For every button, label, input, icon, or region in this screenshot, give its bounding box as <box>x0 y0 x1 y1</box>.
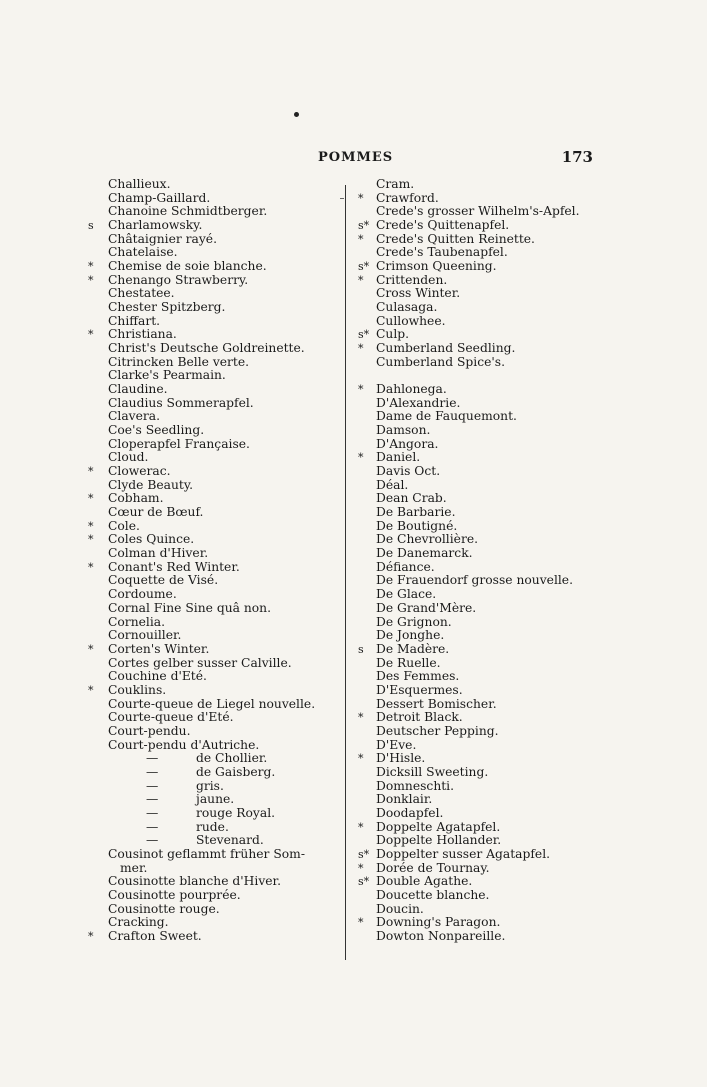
entry-marker: s <box>88 219 94 233</box>
entry-name: Cordoume. <box>108 587 177 602</box>
list-item <box>358 465 608 479</box>
entry-name: Doppelter susser Agatapfel. <box>376 846 551 861</box>
entry-name: Courte-queue d'Eté. <box>108 710 234 725</box>
list-item <box>88 301 338 315</box>
entry-marker: * <box>358 232 364 246</box>
list-item <box>358 342 608 356</box>
list-item <box>88 629 338 643</box>
list-item <box>358 834 608 848</box>
entry-name: Crede's Quitten Reinette. <box>376 231 535 246</box>
list-item <box>88 465 338 479</box>
list-item <box>88 616 338 630</box>
entry-name: D'Alexandrie. <box>376 395 461 410</box>
list-item <box>358 451 608 465</box>
entry-marker: s* <box>358 260 370 274</box>
entry-name: de Chollier. <box>196 751 268 766</box>
list-item <box>358 684 608 698</box>
list-item <box>88 916 338 930</box>
entry-marker: * <box>358 711 364 725</box>
entry-name: Double Agathe. <box>376 874 473 889</box>
list-item <box>358 246 608 260</box>
entry-name: Cram. <box>376 177 415 191</box>
entry-name: De Frauendorf grosse nouvelle. <box>376 573 573 588</box>
entry-name: Défiance. <box>376 559 435 574</box>
list-item <box>358 793 608 807</box>
entry-name: Cross Winter. <box>376 286 461 301</box>
list-item <box>88 875 338 889</box>
list-item <box>358 178 608 192</box>
entry-name: Downing's Paragon. <box>376 915 501 930</box>
entry-name: Dessert Bomischer. <box>376 696 497 711</box>
entry-name: Clowerac. <box>108 464 171 479</box>
list-item <box>88 451 338 465</box>
entry-name: Cœur de Bœuf. <box>108 505 204 520</box>
entry-name: Doodapfel. <box>376 805 444 820</box>
list-item <box>88 479 338 493</box>
entry-name: Donklair. <box>376 792 433 807</box>
entry-marker: * <box>88 519 94 533</box>
entry-marker: s <box>358 642 364 656</box>
entry-marker: * <box>88 273 94 287</box>
entry-name: de Gaisberg. <box>196 764 276 779</box>
list-item <box>358 657 608 671</box>
list-item <box>358 260 608 274</box>
entry-name: Coquette de Visé. <box>108 573 219 588</box>
list-item <box>88 287 338 301</box>
list-item <box>358 205 608 219</box>
list-item <box>88 219 338 233</box>
list-item <box>88 657 338 671</box>
list-item <box>88 739 338 753</box>
list-item <box>358 780 608 794</box>
entry-name: Corten's Winter. <box>108 641 210 656</box>
list-item <box>358 739 608 753</box>
list-item <box>88 547 338 561</box>
list-item <box>88 533 338 547</box>
entry-name: D'Eve. <box>376 737 417 752</box>
entry-name: jaune. <box>196 792 235 807</box>
list-item <box>358 233 608 247</box>
entry-name: Coe's Seedling. <box>108 423 205 438</box>
entry-marker: * <box>358 916 364 930</box>
list-item <box>358 629 608 643</box>
entry-name: Cloud. <box>108 450 149 465</box>
list-item <box>88 725 338 739</box>
list-item <box>88 356 338 370</box>
entry-name: Deutscher Pepping. <box>376 723 499 738</box>
entry-name: Cousinotte rouge. <box>108 901 220 916</box>
ditto-dash: — <box>146 764 159 779</box>
list-item <box>88 684 338 698</box>
list-item <box>358 807 608 821</box>
column-divider <box>345 185 346 960</box>
entry-name: De Chevrollière. <box>376 532 479 547</box>
entry-name: De Jonghe. <box>376 628 445 643</box>
entry-name: Court-pendu d'Autriche. <box>108 737 260 752</box>
entry-name: Doppelte Agatapfel. <box>376 819 501 834</box>
ditto-dash: — <box>146 833 159 848</box>
list-item <box>358 301 608 315</box>
list-item <box>358 930 608 944</box>
list-item <box>88 903 338 917</box>
entry-name: Stevenard. <box>196 833 264 848</box>
entry-name: Clyde Beauty. <box>108 477 194 492</box>
list-item <box>88 862 338 876</box>
entry-marker: * <box>88 533 94 547</box>
entry-name: Conant's Red Winter. <box>108 559 240 574</box>
entry-name: Cousinotte pourprée. <box>108 887 241 902</box>
list-item <box>88 602 338 616</box>
list-item <box>358 643 608 657</box>
entry-name: Doppelte Hollander. <box>376 833 502 848</box>
entry-name: Cornal Fine Sine quâ non. <box>108 600 271 615</box>
entry-name: Damson. <box>376 423 431 438</box>
list-item <box>88 192 338 206</box>
entry-name: De Grignon. <box>376 614 452 629</box>
entry-name: Cortes gelber susser Calville. <box>108 655 292 670</box>
entry-name: Cole. <box>108 518 140 533</box>
list-item <box>88 698 338 712</box>
entry-name: Crede's Taubenapfel. <box>376 245 508 260</box>
entry-marker: * <box>88 683 94 697</box>
entry-name: Cousinotte blanche d'Hiver. <box>108 874 281 889</box>
list-item <box>88 752 338 766</box>
entry-marker: * <box>88 642 94 656</box>
entry-marker: * <box>358 861 364 875</box>
list-item <box>358 520 608 534</box>
entry-name: Cornelia. <box>108 614 165 629</box>
entry-name: De Ruelle. <box>376 655 441 670</box>
list-item <box>358 219 608 233</box>
page-title: POMMES <box>318 150 394 165</box>
list-item <box>358 274 608 288</box>
entry-name: Domneschti. <box>376 778 455 793</box>
list-item <box>88 574 338 588</box>
entry-name: Champ-Gaillard. <box>108 190 211 205</box>
list-item <box>88 205 338 219</box>
entry-name: De Grand'Mère. <box>376 600 477 615</box>
entry-name: Des Femmes. <box>376 669 460 684</box>
entry-marker: * <box>88 929 94 943</box>
list-item <box>88 246 338 260</box>
entry-name: Chiffart. <box>108 313 161 328</box>
entry-name: Culasaga. <box>376 300 438 315</box>
entry-name: Claudine. <box>108 382 168 397</box>
entry-name: Couklins. <box>108 682 167 697</box>
entry-marker: * <box>358 820 364 834</box>
entry-name: Clarke's Pearmain. <box>108 368 226 383</box>
entry-name: D'Hisle. <box>376 751 426 766</box>
ditto-dash: — <box>146 792 159 807</box>
entry-name: Cornouiller. <box>108 628 182 643</box>
list-item <box>88 643 338 657</box>
list-item <box>88 780 338 794</box>
list-item <box>88 561 338 575</box>
entry-name: Doucette blanche. <box>376 887 490 902</box>
list-item <box>88 397 338 411</box>
list-item <box>358 574 608 588</box>
list-item <box>358 616 608 630</box>
list-item <box>358 725 608 739</box>
entry-marker: * <box>358 342 364 356</box>
list-item <box>358 192 608 206</box>
entry-name: Court-pendu. <box>108 723 191 738</box>
entry-name: Cullowhee. <box>376 313 446 328</box>
list-item <box>358 506 608 520</box>
entry-name: Chester Spitzberg. <box>108 300 226 315</box>
ditto-dash: — <box>146 805 159 820</box>
list-item <box>88 342 338 356</box>
entry-name: Châtaignier rayé. <box>108 231 217 246</box>
entry-name: Crede's grosser Wilhelm's-Apfel. <box>376 204 580 219</box>
list-item <box>358 752 608 766</box>
list-item <box>358 287 608 301</box>
right-column-list <box>358 178 608 944</box>
entry-name: Crawford. <box>376 190 439 205</box>
entry-name: Daniel. <box>376 450 421 465</box>
entry-name: Cracking. <box>108 915 169 930</box>
entry-name: Dicksill Sweeting. <box>376 764 489 779</box>
page-dot-mark <box>294 112 299 117</box>
list-item <box>358 903 608 917</box>
entry-marker: s* <box>358 328 370 342</box>
entry-name: De Barbarie. <box>376 505 456 520</box>
list-item <box>358 848 608 862</box>
list-item <box>358 766 608 780</box>
list-item <box>88 438 338 452</box>
list-item <box>358 479 608 493</box>
entry-name: Cumberland Seedling. <box>376 341 516 356</box>
entry-name: Christiana. <box>108 327 177 342</box>
entry-name: gris. <box>196 778 224 793</box>
entry-name: Dowton Nonpareille. <box>376 928 506 943</box>
list-item <box>358 602 608 616</box>
list-item <box>358 383 608 397</box>
list-item <box>358 438 608 452</box>
entry-name: Chatelaise. <box>108 245 178 260</box>
divider-tick <box>340 198 344 199</box>
ditto-dash: — <box>146 819 159 834</box>
entry-name: Charlamowsky. <box>108 218 203 233</box>
list-item <box>88 848 338 862</box>
entry-name: De Boutigné. <box>376 518 458 533</box>
entry-name: Dean Crab. <box>376 491 447 506</box>
entry-name: Challieux. <box>108 177 171 191</box>
list-item <box>88 274 338 288</box>
entry-name: Cousinot geflammt früher Som- <box>108 846 305 861</box>
list-item <box>88 410 338 424</box>
left-column-list <box>88 178 338 944</box>
entry-name: Crimson Queening. <box>376 259 497 274</box>
list-item <box>88 328 338 342</box>
list-item <box>358 670 608 684</box>
entry-name: Déal. <box>376 477 409 492</box>
entry-marker: s* <box>358 219 370 233</box>
entry-name: Crafton Sweet. <box>108 928 202 943</box>
entry-name: Cloperapfel Française. <box>108 436 250 451</box>
entry-marker: * <box>88 465 94 479</box>
list-item <box>358 561 608 575</box>
entry-name: Dorée de Tournay. <box>376 860 490 875</box>
entry-marker: * <box>358 383 364 397</box>
list-item <box>88 369 338 383</box>
blank-line <box>358 369 608 383</box>
list-item <box>88 930 338 944</box>
entry-marker: * <box>358 273 364 287</box>
entry-name: Couchine d'Eté. <box>108 669 207 684</box>
list-item <box>358 356 608 370</box>
entry-name: Claudius Sommerapfel. <box>108 395 254 410</box>
list-item <box>88 793 338 807</box>
entry-name: Chemise de soie blanche. <box>108 259 267 274</box>
list-item <box>88 766 338 780</box>
list-item <box>88 588 338 602</box>
entry-name: rude. <box>196 819 229 834</box>
ditto-dash: — <box>146 751 159 766</box>
list-item <box>358 889 608 903</box>
entry-name: Cumberland Spice's. <box>376 354 505 369</box>
list-item <box>88 711 338 725</box>
entry-name: Chestatee. <box>108 286 175 301</box>
list-item <box>88 889 338 903</box>
list-item <box>358 916 608 930</box>
entry-name: Crede's Quittenapfel. <box>376 218 510 233</box>
list-item <box>358 410 608 424</box>
entry-marker: * <box>88 260 94 274</box>
page-number: 173 <box>561 148 593 166</box>
list-item <box>358 315 608 329</box>
list-item <box>358 588 608 602</box>
entry-marker: * <box>88 560 94 574</box>
entry-name: Detroit Black. <box>376 710 463 725</box>
entry-marker: * <box>358 191 364 205</box>
entry-name: Courte-queue de Liegel nouvelle. <box>108 696 316 711</box>
list-item <box>88 233 338 247</box>
entry-name: Doucin. <box>376 901 424 916</box>
entry-name: Crittenden. <box>376 272 448 287</box>
entry-name: De Madère. <box>376 641 450 656</box>
list-item <box>88 424 338 438</box>
entry-name: D'Esquermes. <box>376 682 463 697</box>
page-header <box>0 150 707 168</box>
list-item <box>88 520 338 534</box>
ditto-dash: — <box>146 778 159 793</box>
list-item <box>88 834 338 848</box>
list-item <box>88 383 338 397</box>
list-item <box>358 424 608 438</box>
list-item <box>88 506 338 520</box>
entry-name: Citrincken Belle verte. <box>108 354 250 369</box>
list-item <box>88 821 338 835</box>
list-item <box>358 547 608 561</box>
entry-marker: * <box>358 752 364 766</box>
list-item <box>88 260 338 274</box>
entry-name: De Glace. <box>376 587 437 602</box>
list-item <box>358 397 608 411</box>
entry-name: rouge Royal. <box>196 805 276 820</box>
entry-name: De Danemarck. <box>376 546 473 561</box>
list-item <box>358 328 608 342</box>
entry-name: Coles Quince. <box>108 532 195 547</box>
entry-marker: s* <box>358 875 370 889</box>
entry-name: Dame de Fauquemont. <box>376 409 517 424</box>
list-item <box>358 821 608 835</box>
list-item <box>358 875 608 889</box>
entry-name: Colman d'Hiver. <box>108 546 209 561</box>
entry-name: Cobham. <box>108 491 164 506</box>
entry-name: Dahlonega. <box>376 382 447 397</box>
list-item <box>358 862 608 876</box>
list-item <box>358 492 608 506</box>
list-item <box>358 698 608 712</box>
entry-name: Davis Oct. <box>376 464 441 479</box>
list-item <box>358 533 608 547</box>
list-item <box>88 670 338 684</box>
entry-name: Culp. <box>376 327 410 342</box>
list-item <box>88 315 338 329</box>
entry-name: Christ's Deutsche Goldreinette. <box>108 341 305 356</box>
entry-marker: * <box>88 328 94 342</box>
list-item <box>88 807 338 821</box>
entry-marker: s* <box>358 847 370 861</box>
entry-name: Chenango Strawberry. <box>108 272 249 287</box>
entry-name: mer. <box>120 860 148 875</box>
list-item <box>88 178 338 192</box>
entry-name: Chanoine Schmidtberger. <box>108 204 268 219</box>
list-item <box>358 711 608 725</box>
list-item <box>88 492 338 506</box>
entry-name: Clavera. <box>108 409 161 424</box>
entry-marker: * <box>358 451 364 465</box>
entry-name: D'Angora. <box>376 436 439 451</box>
entry-marker: * <box>88 492 94 506</box>
